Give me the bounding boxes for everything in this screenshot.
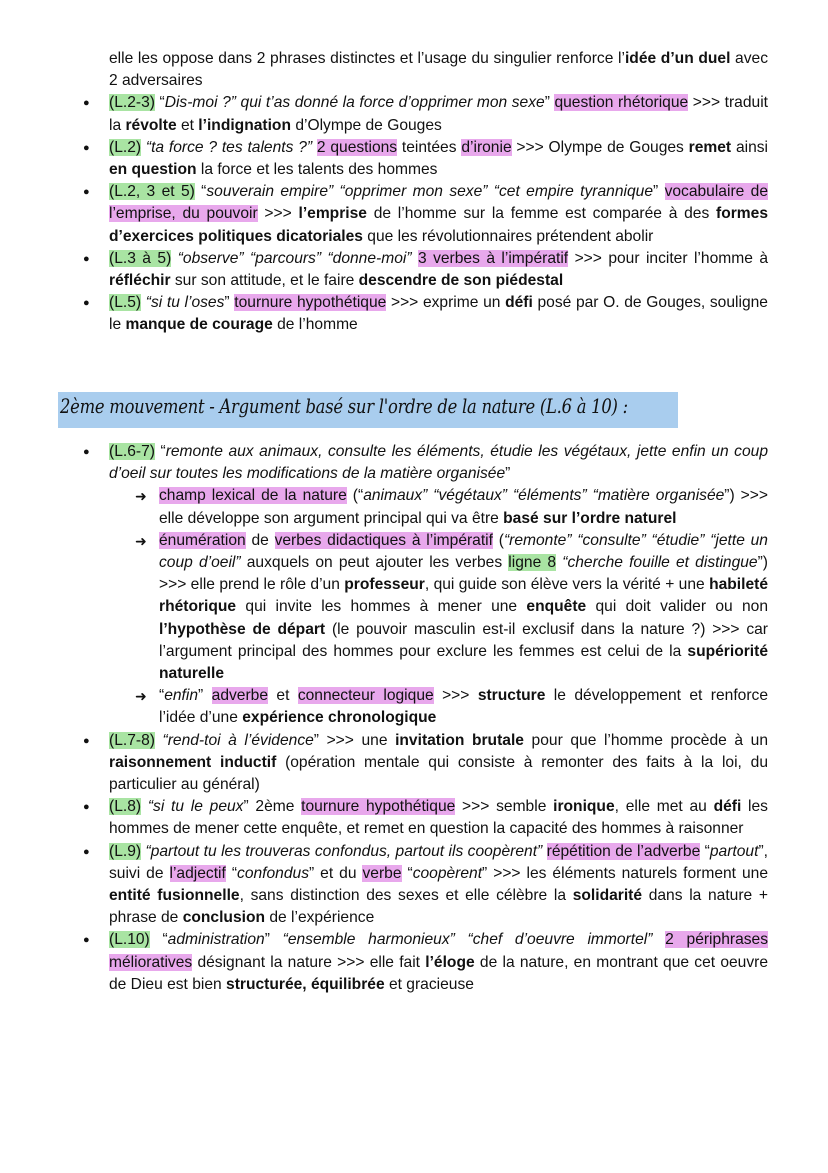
bullet-item: ● (L.9) “partout tu les trouveras confondus, partout ils coopèrent” répétition de l’adverbe “partout”, suivi de l’adjectif “confondus” et du verbe “coopèrent” >>> les éléments naturels forment une entité fusionnelle, sans distinction des sexes et elle célèbre la solidarité dans la nature + phrase de conclusion de l’expérience xyxy=(109,841,768,930)
section-heading xyxy=(58,392,678,428)
bullet-item: ● (L.6-7) “remonte aux animaux, consulte les éléments, étudie les végétaux, jette enfin un coup d’oeil sur toutes les modifications de la matière organisée” xyxy=(109,441,768,485)
sub-item: ➜ “enfin” adverbe et connecteur logique >>> structure le développement et renforce l’idée d’une expérience chronologique xyxy=(159,685,768,729)
block-one xyxy=(109,48,768,337)
sub-list xyxy=(159,485,768,729)
bullet-item: ● (L.5) “si tu l’oses” tournure hypothétique >>> exprime un défi posé par O. de Gouges, souligne le manque de courage de l’homme xyxy=(109,292,768,336)
bullet-item: ● (L.8) “si tu le peux” 2ème tournure hypothétique >>> semble ironique, elle met au défi les hommes de mener cette enquête, et remet en question la capacité des hommes à raisonner xyxy=(109,796,768,840)
continuation-text: elle les oppose dans 2 phrases distinctes et l’usage du singulier renforce l’idée d’un duel avec 2 adversaires xyxy=(109,50,768,90)
block-two xyxy=(109,441,768,996)
bullet-item: ● (L.2, 3 et 5) “souverain empire” “opprimer mon sexe” “cet empire tyrannique” vocabulaire de l’emprise, du pouvoir >>> l’emprise de l’homme sur la femme est comparée à des formes d’exercices politiques dicatoriales que les révolutionnaires prétendent abolir xyxy=(109,181,768,248)
bullet-item: ● (L.2) “ta force ? tes talents ?” 2 questions teintées d’ironie >>> Olympe de Gouges remet ainsi en question la force et les talents des hommes xyxy=(109,137,768,181)
bullet-item: ● (L.3 à 5) “observe” “parcours” “donne-moi” 3 verbes à l’impératif >>> pour inciter l’homme à réfléchir sur son attitude, et le faire descendre de son piédestal xyxy=(109,248,768,292)
sub-item: ➜ champ lexical de la nature (“animaux” “végétaux” “éléments” “matière organisée”) >>> elle développe son argument principal qui va être basé sur l’ordre naturel xyxy=(159,485,768,529)
section-heading-text: 2ème mouvement - Argument basé sur l'ordre de la nature (L.6 à 10) : xyxy=(60,395,628,418)
bullet-item: ● (L.2-3) “Dis-moi ?” qui t’as donné la force d’opprimer mon sexe” question rhétorique >>> traduit la révolte et l’indignation d’Olympe de Gouges xyxy=(109,92,768,136)
sub-item: ➜ énumération de verbes didactiques à l’impératif (“remonte” “consulte” “étudie” “jette un coup d’oeil” auxquels on peut ajouter les verbes ligne 8 “cherche fouille et distingue”) >>> elle prend le rôle d’un professeur, qui guide son élève vers la vérité + une habileté rhétorique qui invite les hommes à mener une enquête qui doit valider ou non l’hypothèse de départ (le pouvoir masculin est-il exclusif dans la nature ?) >>> car l’argument principal des hommes pour exclure les femmes est celui de la supériorité naturelle xyxy=(159,530,768,685)
bullet-item: ● (L.7-8) “rend-toi à l’évidence” >>> une invitation brutale pour que l’homme procède à un raisonnement inductif (opération mentale qui consiste à remonter des faits à la loi, du particulier au général) xyxy=(109,730,768,797)
bullet-item: ● (L.10) “administration” “ensemble harmonieux” “chef d’oeuvre immortel” 2 périphrases mélioratives désignant la nature >>> elle fait l’éloge de la nature, en montrant que cet oeuvre de Dieu est bien structurée, équilibrée et gracieuse xyxy=(109,929,768,996)
